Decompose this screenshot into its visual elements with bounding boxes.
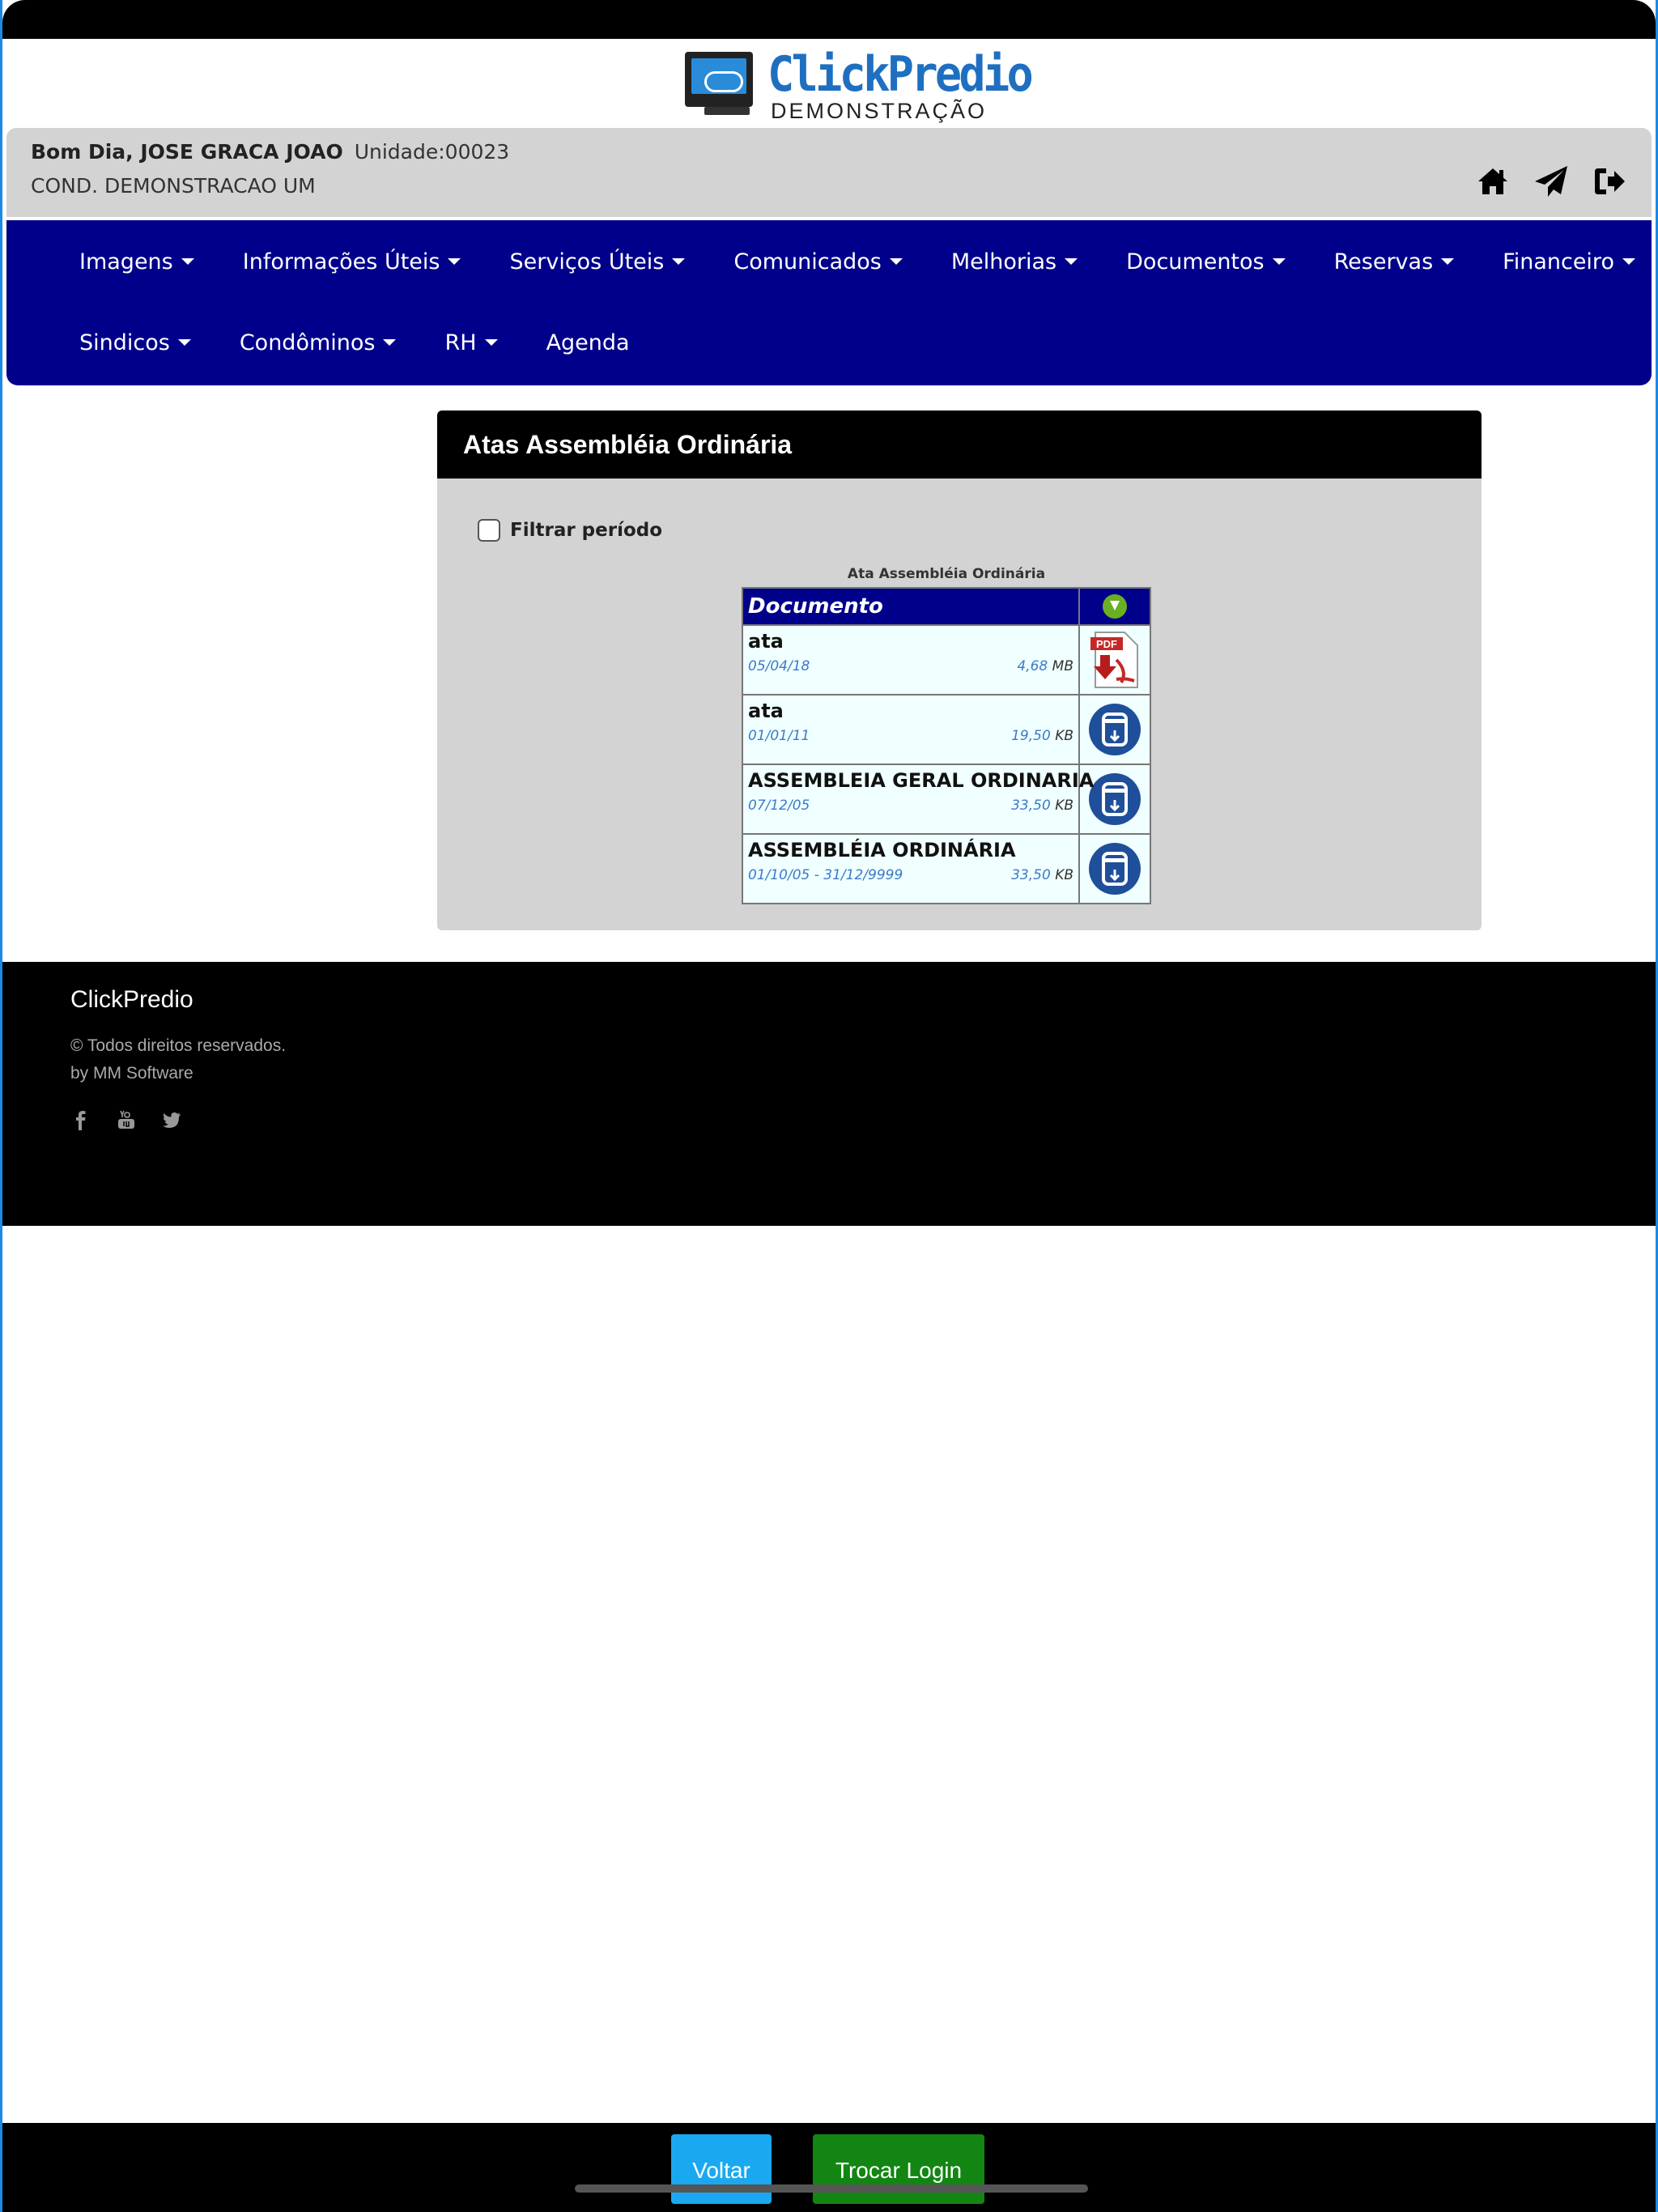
document-size: 4,68 (1017, 658, 1048, 674)
greeting-text: Bom Dia, JOSE GRACA JOAO (31, 140, 343, 164)
condo-name: COND. DEMONSTRACAO UM (31, 174, 316, 198)
sign-out-icon[interactable] (1592, 164, 1627, 199)
panel-title: Atas Assembléia Ordinária (437, 410, 1482, 479)
document-size-unit: KB (1055, 728, 1073, 744)
document-name: ASSEMBLEIA GERAL ORDINARIA (748, 769, 1095, 792)
document-date: 01/01/11 (748, 728, 810, 744)
monitor-icon (685, 52, 753, 107)
caret-down-icon (1065, 258, 1078, 265)
document-size: 33,50 (1011, 867, 1051, 883)
caret-down-icon (448, 258, 461, 265)
caret-down-icon (672, 258, 685, 265)
clickpredio-logo[interactable] (685, 46, 1031, 123)
table-row[interactable] (743, 694, 1150, 764)
nav-servicos-uteis[interactable]: Serviços Úteis (485, 220, 709, 301)
nav-sindicos[interactable]: Sindicos (6, 301, 215, 382)
bottom-action-bar (2, 2123, 1656, 2212)
caret-down-icon (485, 339, 498, 346)
download-icon[interactable] (1088, 703, 1141, 756)
device-top-bar (2, 0, 1656, 39)
caret-down-icon (1441, 258, 1454, 265)
twitter-icon[interactable] (161, 1109, 182, 1130)
atas-panel (437, 410, 1482, 930)
cloud-icon (704, 71, 743, 92)
table-row[interactable] (743, 764, 1150, 833)
youtube-icon[interactable] (116, 1109, 137, 1130)
filter-period-label[interactable]: Filtrar período (510, 520, 663, 541)
caret-down-icon (383, 339, 396, 346)
nav-agenda[interactable]: Agenda (546, 330, 630, 355)
download-header-icon (1103, 594, 1127, 619)
document-name: ata (748, 630, 784, 653)
document-size-unit: KB (1055, 867, 1073, 883)
document-name: ASSEMBLÉIA ORDINÁRIA (748, 839, 1016, 861)
table-caption: Ata Assembléia Ordinária (847, 566, 1046, 582)
unit-text: Unidade:00023 (354, 140, 510, 164)
nav-condominos[interactable]: Condôminos (215, 301, 421, 382)
nav-documentos[interactable]: Documentos (1102, 220, 1309, 301)
home-icon[interactable] (1475, 164, 1511, 199)
switch-login-button[interactable]: Trocar Login (813, 2134, 984, 2204)
table-row[interactable] (743, 833, 1150, 903)
caret-down-icon (1273, 258, 1286, 265)
logo-title: ClickPredio (767, 46, 1031, 103)
table-row[interactable] (743, 624, 1150, 694)
pdf-icon[interactable] (1089, 631, 1141, 689)
paper-plane-icon[interactable] (1533, 164, 1569, 199)
caret-down-icon (890, 258, 903, 265)
nav-rh[interactable]: RH (420, 301, 521, 382)
download-icon[interactable] (1088, 842, 1141, 895)
nav-melhorias[interactable]: Melhorias (927, 220, 1102, 301)
document-size: 33,50 (1011, 798, 1051, 814)
caret-down-icon (1622, 258, 1635, 265)
nav-reservas[interactable]: Reservas (1310, 220, 1479, 301)
download-icon[interactable] (1088, 772, 1141, 826)
column-header-document: Documento (743, 589, 1080, 624)
caret-down-icon (181, 258, 194, 265)
footer-copyright: © Todos direitos reservados. (70, 1036, 287, 1055)
nav-imagens[interactable]: Imagens (6, 220, 219, 301)
nav-informacoes-uteis[interactable]: Informações Úteis (219, 220, 486, 301)
filter-period-checkbox[interactable] (478, 519, 500, 542)
document-size-unit: KB (1055, 798, 1073, 814)
footer-brand: ClickPredio (70, 986, 193, 1013)
main-navigation (6, 220, 1652, 385)
footer-by: by MM Software (70, 1064, 193, 1083)
nav-comunicados[interactable]: Comunicados (709, 220, 927, 301)
document-date: 05/04/18 (748, 658, 810, 674)
document-name: ata (748, 700, 784, 722)
facebook-icon[interactable] (70, 1109, 91, 1130)
documents-table (742, 587, 1151, 904)
table-header (743, 589, 1150, 624)
document-size: 19,50 (1011, 728, 1051, 744)
logo-subtitle: DEMONSTRAÇÃO (771, 99, 988, 123)
document-size-unit: MB (1052, 658, 1073, 674)
filter-period[interactable] (478, 519, 662, 542)
nav-financeiro[interactable]: Financeiro (1478, 220, 1658, 301)
site-footer (2, 962, 1656, 1226)
home-indicator[interactable] (575, 2184, 1088, 2193)
caret-down-icon (178, 339, 191, 346)
document-date: 01/10/05 - 31/12/9999 (748, 867, 903, 883)
svg-text:PDF: PDF (1096, 638, 1117, 650)
document-date: 07/12/05 (748, 798, 810, 814)
back-button[interactable]: Voltar (671, 2134, 772, 2204)
user-info-bar (6, 128, 1652, 217)
